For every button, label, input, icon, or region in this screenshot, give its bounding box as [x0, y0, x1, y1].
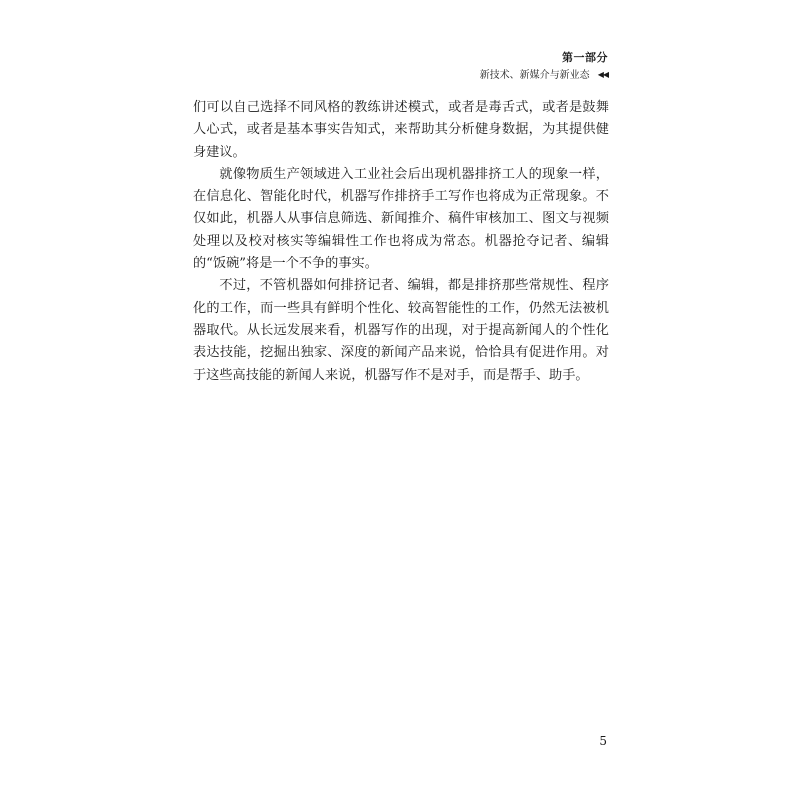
- section-title: 新技术、新媒介与新业态: [479, 70, 590, 81]
- page-number: 5: [599, 734, 607, 748]
- body-text: [193, 97, 609, 387]
- running-head: [308, 50, 608, 83]
- double-left-triangle-icon: ◀◀: [597, 70, 608, 79]
- paragraph-continued: 们可以自己选择不同风格的教练讲述模式，或者是毒舌式，或者是鼓舞人心式，或者是基本事实告知式，来帮助其分析健身数据，为其提供健身建议。: [193, 100, 609, 160]
- part-title: 第一部分: [562, 51, 608, 64]
- paragraph: 就像物质生产领域进入工业社会后出现机器排挤工人的现象一样，在信息化、智能化时代，机器写作排挤手工写作也将成为正常现象。不仅如此，机器人从事信息筛选、新闻推介、稿件审核加工、图文与视频处理以及校对核实等编辑性工作也将成为常态。机器抢夺记者、编辑的“饭碗”将是一个不争的事实。: [193, 166, 609, 272]
- section-title-row: [308, 68, 608, 83]
- paragraph: 不过，不管机器如何排挤记者、编辑，都是排挤那些常规性、程序化的工作，而一些具有鲜明个性化、较高智能性的工作，仍然无法被机器取代。从长远发展来看，机器写作的出现，对于提高新闻人的个性化表达技能，挖掘出独家、深度的新闻产品来说，恰恰具有促进作用。对于这些高技能的新闻人来说，机器写作不是对手，而是帮手、助手。: [193, 278, 609, 383]
